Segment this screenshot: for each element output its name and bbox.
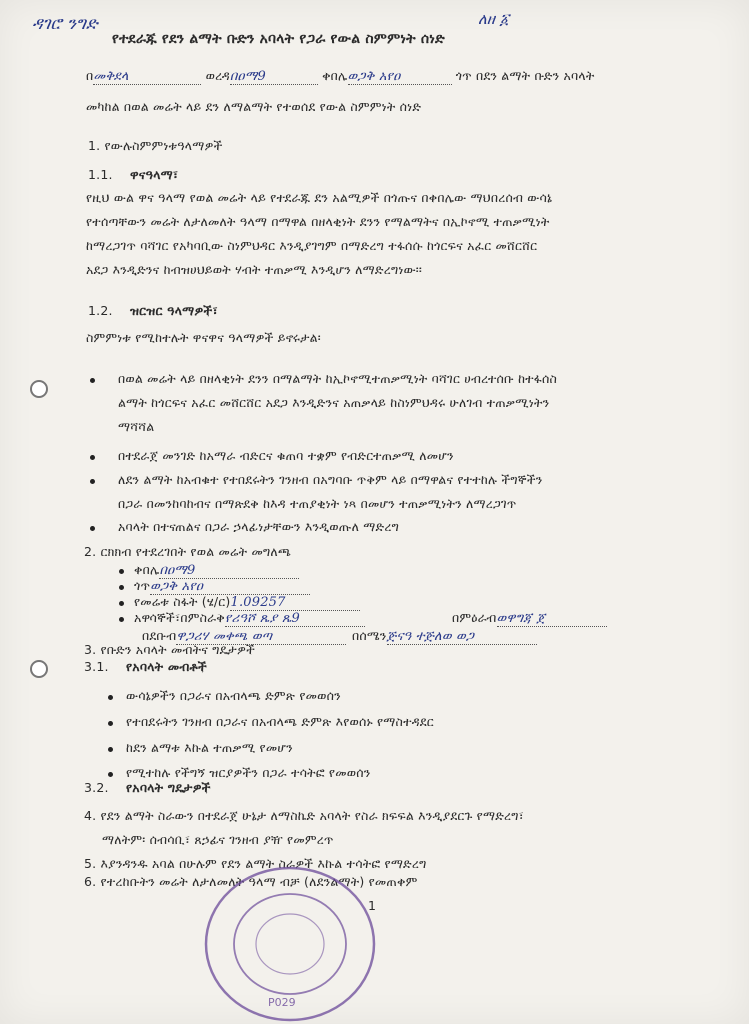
section-3-1-label: የአባላት መብቶች <box>126 659 207 674</box>
bullet-line: በወል መሬት ላይ በዘላቂነት ደንን በማልማት ከኢኮኖሚተጠቃሚነት ባሻገር ሀብረተሰቡ ከተፋሰስ <box>118 371 558 386</box>
section-1-2-label: ዝርዝር ዓላማዎች፣ <box>130 303 218 318</box>
bullet-icon <box>119 601 124 606</box>
intro-kebele-label: ቀበሌ <box>322 68 348 83</box>
section-3-2-label: የአባላት ግዴታዎች <box>126 780 211 795</box>
intro-line-1 <box>86 68 594 85</box>
land-item-boundary-south: በደቡብዋጋሪሃ መቀጫ ወጣ <box>142 628 346 645</box>
section-3-2-number: 3.2. <box>84 780 109 795</box>
land-item-boundary-west: በምዕራብወዋግጃ ጀ <box>452 610 607 627</box>
right-item: ከደን ልማቱ እኩል ተጠቃሚ የመሆን <box>126 740 293 755</box>
section-1-1-number: 1.1. <box>88 167 113 182</box>
bullet-icon <box>119 617 124 622</box>
section-6-line: 6. የተረከቡትን መሬት ለታለመለት ዓላማ ብቻ (ለደንልማት) የመጠቀም <box>84 874 418 889</box>
paragraph-line: አደጋ እንዲድንና ከብዝሀህይወት ሃብት ተጠቃሚ እንዲሆን ለማድረግነው፡፡ <box>86 262 423 277</box>
handwritten-note-right: ለዘ ፩ <box>478 10 509 28</box>
intro-name: መቅደላ <box>93 69 201 85</box>
section-3-heading: 3. የቡድን አባላት መብትና ግዴታዎች <box>84 642 256 657</box>
bullet-line: አባላት በተናጠልና በጋራ ኃላፊነታቸውን እንዲወጡለ ማድረግ <box>118 519 400 534</box>
intro-line-2: መካከል በወል መሬት ላይ ደን ለማልማት የተወሰደ የውል ስምምነት ሰነድ <box>86 99 422 114</box>
bullet-icon <box>108 772 113 777</box>
bullet-icon <box>119 569 124 574</box>
official-stamp-icon <box>200 862 380 1022</box>
section-3-1-number: 3.1. <box>84 659 109 674</box>
section-1-heading: 1. የውሉስምምነቱዓላማዎች <box>88 138 223 153</box>
bullet-icon <box>108 721 113 726</box>
intro-suffix: ጎጥ በደን ልማት ቡድን አባላት <box>455 68 595 83</box>
section-4-line-1: 4. የደን ልማት ስራውን በተደራጀ ሁኔታ ለማስኬድ አባላት የስራ ክፍፍል እንዲያደርጉ የማድረግ፣ <box>84 808 525 823</box>
land-item-boundary-north: በሰሜንጅናዓ ተጅለወ ወጋ <box>352 628 537 645</box>
page-number: 1 <box>368 898 377 913</box>
intro-kebele: ወጋቅ አየዐ <box>348 69 452 85</box>
bullet-line: ልማት ከጎርፍና አፈር መሸርሸር አደጋ እንዲድንና አጠቃላይ ከስነምህዳሩ ሁለገብ ተጠቃሚነትን <box>118 395 550 410</box>
document-title: የተደራጁ የደን ልማት ቡድን አባላት የጋራ የውል ስምምነት ሰነድ <box>112 31 445 47</box>
handwritten-prefix: ዳገሮ ንግድ <box>32 14 98 34</box>
bullet-icon <box>108 695 113 700</box>
bullet-icon <box>90 526 95 531</box>
bullet-line: በተደራጀ መንገድ ከአማራ ብድርና ቁጠባ ተቋም የብድርተጠቃሚ ለመሆን <box>118 448 454 463</box>
bullet-icon <box>119 585 124 590</box>
bullet-icon <box>90 479 95 484</box>
section-4-line-2: ማለትም፡ ሰብሳቢ፣ ጸኃፊና ገንዘብ ያዥ የመምረጥ <box>102 832 334 847</box>
section-1-2-intro: ስምምነቱ የሚከተሉት ዋናዋና ዓላማዎች ይኖሩታል፡ <box>86 330 321 345</box>
bullet-icon <box>90 455 95 460</box>
bullet-line: ማሻሻል <box>118 419 155 434</box>
section-1-2-number: 1.2. <box>88 303 113 318</box>
punch-hole-top <box>30 380 48 398</box>
section-2-heading: 2. ርክክብ የተደረገበት የወል መሬት መግለጫ <box>84 544 292 559</box>
bullet-icon <box>108 747 113 752</box>
right-item: የሚተከሉ የችግኝ ዝርያዎችን በጋራ ተሳትፎ የመወሰን <box>126 765 371 780</box>
bullet-line: በጋራ በመንከባከብና በማጽደቅ ከእዳ ተጠያቂነት ነጻ በመሆን ተጠቃሚነትን ለማረጋገጥ <box>118 496 517 511</box>
section-1-1-label: ዋናዓላማ፣ <box>130 167 179 182</box>
right-item: ውሳኔዎችን በጋራና በአብላጫ ድምጽ የመወሰን <box>126 688 341 703</box>
land-item-kebele: ቀበሌበዐማ9 <box>134 562 299 579</box>
section-5-line: 5. እያንዳንዱ አባል በሁሉም የደን ልማት ስራዎች እኩል ተሳትፎ የማድረግ <box>84 856 427 871</box>
right-item: የተበደሩትን ገንዘብ በጋራና በአብላጫ ድምጽ እየወሰኑ የማስተዳደር <box>126 714 434 729</box>
paragraph-line: የዚህ ውል ዋና ዓላማ የወል መሬት ላይ የተደራጁ ደን አልሚዎች በጎጡና በቀበሌው ማህበረሰብ ውሳኔ <box>86 190 553 205</box>
intro-zone: በዐማ9 <box>230 69 318 85</box>
paragraph-line: ከማረጋገጥ ባሻገር የአካባቢው ስነምህዳር እንዲያገግም በማድረግ ተፋሰሱ ከጎርፍና አፈር መሸርሸር <box>86 238 538 253</box>
land-item-boundary-east: አዋሳኞች፣በምስራቅየሪዓሾ ጼያ ጼ9 <box>134 610 365 627</box>
land-item-got: ጎጥወጋቅ አየዐ <box>134 578 310 595</box>
bullet-line: ለደን ልማት ከአብቁተ የተበደሩትን ገንዘብ በአግባቡ ጥቅም ላይ በማዋልና የተተከሉ ችግኞችን <box>118 472 543 487</box>
bullet-icon <box>90 378 95 383</box>
land-item-area: የመሬቱ ስፋት (ሄ/ር)1.09257 <box>134 594 360 611</box>
punch-hole-bottom <box>30 660 48 678</box>
stamp-code: P029 <box>268 996 296 1009</box>
intro-zone-label: ወረዳ <box>205 68 230 83</box>
paragraph-line: የተሰጣቸውን መሬት ለታለመለት ዓላማ በማዋል በዘላቂነት ደንን የማልማትና በኢኮኖሚ ተጠቃሚነት <box>86 214 550 229</box>
intro-prefix: በ <box>86 68 94 83</box>
